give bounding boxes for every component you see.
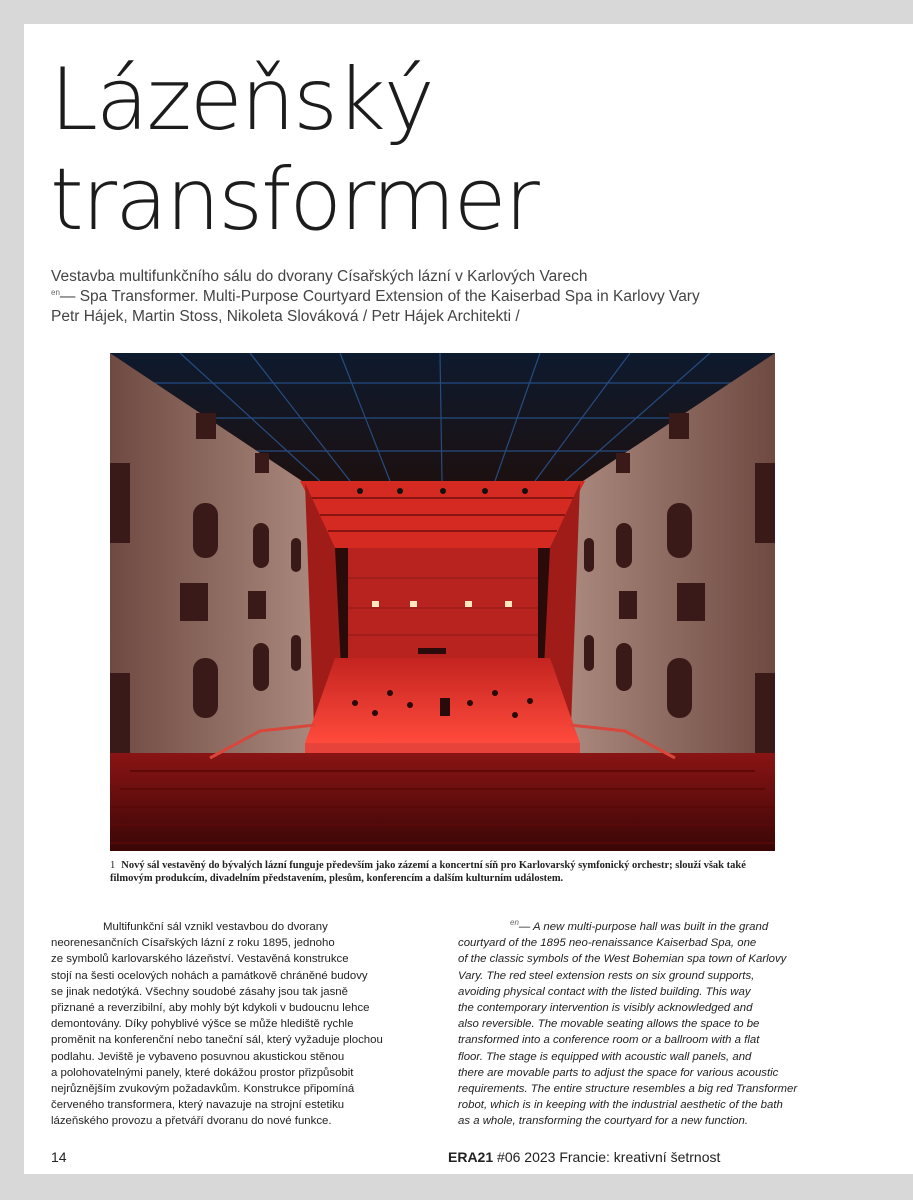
body-line: a polohovatelnými panely, které dokážou prostor přizpůsobit <box>51 1066 354 1079</box>
page-number: 14 <box>51 1149 67 1165</box>
subtitle-block <box>51 267 700 327</box>
body-line: requirements. The entire structure resembles a big red Transformer <box>458 1083 798 1096</box>
body-line: demontovány. Díky pohyblivé výšce se může hlediště rychle <box>51 1018 354 1031</box>
subtitle-czech: Vestavba multifunkčního sálu do dvorany Císařských lázní v Karlových Varech <box>51 268 588 285</box>
body-line: červeného transformera, který navazuje na strojní estetiku <box>51 1099 345 1112</box>
concert-hall-illustration <box>110 353 775 851</box>
body-line: neorenesančních Císařských lázní z roku 1895, jednoho <box>51 937 335 950</box>
body-line: Vary. The red steel extension rests on six ground supports, <box>458 969 755 982</box>
caption-line-1 <box>110 859 800 872</box>
body-text-czech <box>51 919 421 1130</box>
article-title <box>50 50 538 250</box>
magazine-footer <box>448 1149 720 1165</box>
body-line: lázeňského provozu a přetváří dvoranu do nové funkce. <box>51 1115 332 1128</box>
page <box>24 24 913 1174</box>
body-line: transformed into a conference room or a ballroom with a flat <box>458 1034 760 1047</box>
body-line: also reversible. The movable seating allows the space to be <box>458 1018 760 1031</box>
body-line-text: — A new multi-purpose hall was built in the grand <box>518 921 769 933</box>
body-line: Multifunkční sál vznikl vestavbou do dvorany <box>103 921 328 933</box>
magazine-name: ERA21 <box>448 1149 494 1165</box>
body-line <box>458 919 868 935</box>
subtitle-english <box>51 287 700 307</box>
caption-line-2: filmovým produkcím, divadelním představením, plesům, konferencím a dalším kulturním událostem. <box>110 873 564 884</box>
language-marker: en <box>51 287 60 297</box>
language-marker: en <box>510 918 519 928</box>
subtitle-english-text: — Spa Transformer. Multi-Purpose Courtyard Extension of the Kaiserbad Spa in Karlovy Vary <box>59 288 700 305</box>
body-line: přiznané a reverzibilní, aby mohly být kdykoli v budoucnu lehce <box>51 1002 370 1015</box>
caption-text-1: Nový sál vestavěný do bývalých lázní funguje především jako zázemí a koncertní síň pro Karlovarský symfonický orchestr; slouží však také <box>121 860 746 871</box>
body-line: courtyard of the 1895 neo-renaissance Kaiserbad Spa, one <box>458 937 757 950</box>
body-line: as a whole, transforming the courtyard for a new function. <box>458 1115 748 1128</box>
body-text-english <box>458 919 868 1130</box>
body-line: ze symbolů karlovarského lázeňství. Vestavěná konstrukce <box>51 953 349 966</box>
issue-info: #06 2023 Francie: kreativní šetrnost <box>497 1149 721 1165</box>
photo-caption <box>110 859 800 885</box>
body-line: robot, which is in keeping with the industrial aesthetic of the bath <box>458 1099 783 1112</box>
concert-hall-photo <box>110 353 775 851</box>
body-line: stojí na šesti ocelových nohách a památkově chráněné budovy <box>51 969 368 982</box>
body-line: podlahu. Jeviště je vybaveno posuvnou akustickou stěnou <box>51 1050 345 1063</box>
body-line: of the classic symbols of the West Bohemian spa town of Karlovy <box>458 953 787 966</box>
body-line: proměnit na konferenční nebo taneční sál, který vyžaduje plochou <box>51 1034 383 1047</box>
body-line: there are movable parts to adjust the space for various acoustic <box>458 1066 779 1079</box>
caption-number: 1 <box>110 860 116 871</box>
body-line: floor. The stage is equipped with acoustic wall panels, and <box>458 1050 752 1063</box>
body-line: se jinak nedotýká. Všechny soudobé zásahy jsou tak jasně <box>51 985 348 998</box>
body-line: nejrůznějším zvukovým požadavkům. Konstrukce připomíná <box>51 1083 355 1096</box>
title-line-1: Lázeňský <box>50 50 433 150</box>
authors: Petr Hájek, Martin Stoss, Nikoleta Slováková / Petr Hájek Architekti / <box>51 308 520 325</box>
body-line: the contemporary intervention is visibly acknowledged and <box>458 1002 753 1015</box>
body-line: avoiding physical contact with the listed building. This way <box>458 985 751 998</box>
title-line-2: transformer <box>50 150 538 250</box>
